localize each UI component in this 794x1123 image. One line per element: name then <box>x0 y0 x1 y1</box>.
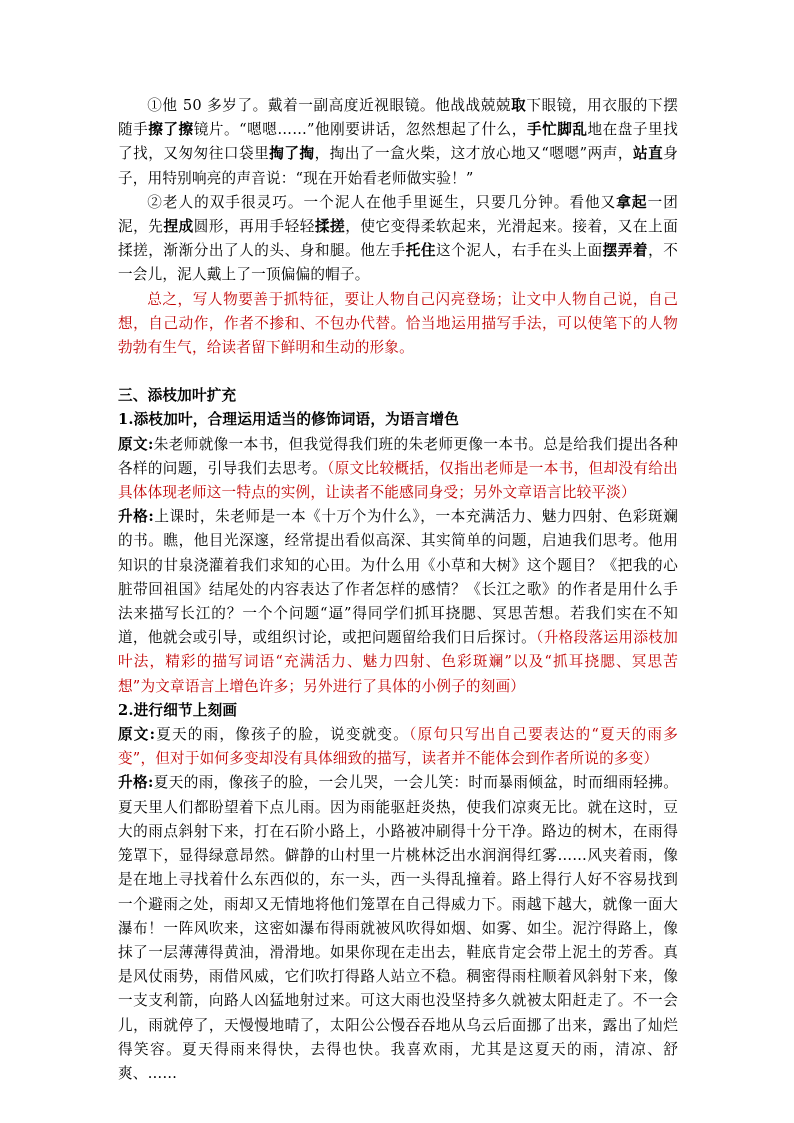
original-text-2 <box>118 723 678 771</box>
bold-verb: 取 <box>511 97 527 114</box>
paragraph-example-2 <box>118 191 678 288</box>
upgrade-note: （升格段落运用添枝加叶法，精彩的描写词语“充满活力、魅力四射、色彩斑斓”以及“抓耳挠腮、冥思苦想”为文章语言上增色许多；另外进行了具体的小例子的刻画） <box>118 629 678 695</box>
original-body: 夏天的雨，像孩子的脸，说变就变。 <box>155 726 410 744</box>
bold-verb: 掏了掏 <box>269 145 315 163</box>
bold-verb: 拿起 <box>616 193 648 211</box>
text: 这个泥人，右手在头上面 <box>436 242 603 260</box>
text: 地在盘子里找了找，又匆匆往口袋里 <box>118 121 678 163</box>
bold-verb: 擦了擦 <box>148 121 194 139</box>
section-title: 三、添枝加叶扩充 <box>118 387 237 405</box>
document-body <box>118 94 678 1086</box>
text: ，不一会儿，泥人戴上了一顶偏偏的帽子。 <box>118 242 679 284</box>
subsection-title-1: 1.添枝加叶，合理运用适当的修饰词语，为语言增色 <box>118 411 460 429</box>
upgrade-body: 夏天的雨，像孩子的脸，一会儿哭，一会儿笑：时而暴雨倾盆，时而细雨轻拂。夏天里人们都盼望着下点儿雨。因为雨能驱赶炎热，使我们凉爽无比。就在这时，豆大的雨点斜射下来，打在石阶小路上，小路被冲刷得十分干净。路边的树木，在雨得笼罩下，显得绿意昂然。僻静的山村里一片桃林泛出水润润得红雾……风夹着雨，像是在地上寻找着什么东西似的，东一头，西一头得乱撞着。路上得行人好不容易找到一个避雨之处，雨却又无情地将他们笼罩在自己得威力下。雨越下越大，就像一面大瀑布！一阵风吹来，这密如瀑布得雨就被风吹得如烟、如雾、如尘。泥泞得路上，像抹了一层薄薄得黄油，滑滑地。如果你现在走出去，鞋底肯定会带上泥土的芳香。真是风仗雨势，雨借风威，它们吹打得路人站立不稳。稠密得雨柱顺着风斜射下来，像一支支利箭，向路人凶猛地射过来。可这大雨也没坚持多久就被太阳赶走了。不一会儿，雨就停了，天慢慢地晴了，太阳公公慢吞吞地从乌云后面挪了出来，露出了灿烂得笑容。夏天得雨来得快，去得也快。我喜欢雨，尤其是这夏天的雨，清凉、舒爽、…… <box>118 774 678 1082</box>
upgraded-text-2 <box>118 771 678 1086</box>
original-text-1 <box>118 433 678 506</box>
upgrade-body: 上课时，朱老师是一本《十万个为什么》，一本充满活力、魅力四射、色彩斑斓的书。瞧，他目光深邃，经常提出看似高深、其实简单的问题，启迪我们思考。他用知识的甘泉浇灌着我们求知的心田。为什么用《小草和大树》这个题目？《把我的心脏带回祖国》结尾处的内容表达了作者怎样的感情？《长江之歌》的作者是用什么手法来描写长江的？一个个问题“逼”得同学们抓耳挠腮、冥思苦想。若我们实在不知道，他就会或引导，或组织讨论，或把问题留给我们日后探讨。 <box>118 508 678 647</box>
original-note: （原句只写出自己要表达的“夏天的雨多变”，但对于如何多变却没有具体细致的描写，读者并不能体会到作者所说的多变） <box>118 726 679 768</box>
text: 镜片。“嗯嗯……”他刚要讲话，忽然想起了什么， <box>193 121 527 139</box>
original-body: 朱老师就像一本书，但我觉得我们班的朱老师更像一本书。总是给我们提出各种各样的问题，引导我们去思考。 <box>118 435 678 477</box>
bold-verb: 托住 <box>405 242 437 260</box>
bold-verb: 摆弄着 <box>602 242 649 260</box>
original-label: 原文: <box>118 435 154 453</box>
original-label: 原文: <box>118 726 156 744</box>
text: 一团泥，先 <box>118 193 678 236</box>
text: 圆形，再用手轻轻 <box>193 218 315 236</box>
bold-verb: 捏成 <box>163 218 194 236</box>
bold-verb: 站直 <box>632 145 664 163</box>
upgraded-text-1 <box>118 505 678 699</box>
bold-verb: 手忙脚乱 <box>526 121 588 139</box>
text: ②老人的双手很灵巧。一个泥人在他手里诞生，只要几分钟。看他又 <box>147 193 617 211</box>
summary-paragraph: 总之，写人物要善于抓特征，要让人物自己闪亮登场；让文中人物自己说，自己想，自己动作，作者不掺和、不包办代替。恰当地运用描写手法，可以使笔下的人物勃勃有生气，给读者留下鲜明和生动的形象。 <box>118 290 678 357</box>
original-note: （原文比较概括，仅指出老师是一本书，但却没有给出具体体现老师这一特点的实例，让读者不能感同身受；另外文章语言比较平淡） <box>118 459 678 502</box>
text: 身子，用特别响亮的声音说：“现在开始看老师做实验！” <box>118 145 678 187</box>
upgrade-label: 升格: <box>118 508 154 526</box>
upgrade-label: 升格: <box>118 774 154 792</box>
text: ①他 50 多岁了。戴着一副高度近视眼镜。他战战兢兢 <box>147 97 512 114</box>
bold-verb: 揉搓 <box>314 218 346 236</box>
text: 下眼镜，用衣服的下摆随手 <box>118 97 678 139</box>
text: ，使它变得柔软起来，光滑起来。接着，又在上面揉搓，渐渐分出了人的头、身和腿。他左手 <box>118 218 678 260</box>
text: ，掏出了一盒火柴，这才放心地又“嗯嗯”两声， <box>314 145 633 163</box>
subsection-title-2: 2.进行细节上刻画 <box>118 701 238 719</box>
spacer <box>118 360 678 384</box>
paragraph-example-1 <box>118 94 678 191</box>
